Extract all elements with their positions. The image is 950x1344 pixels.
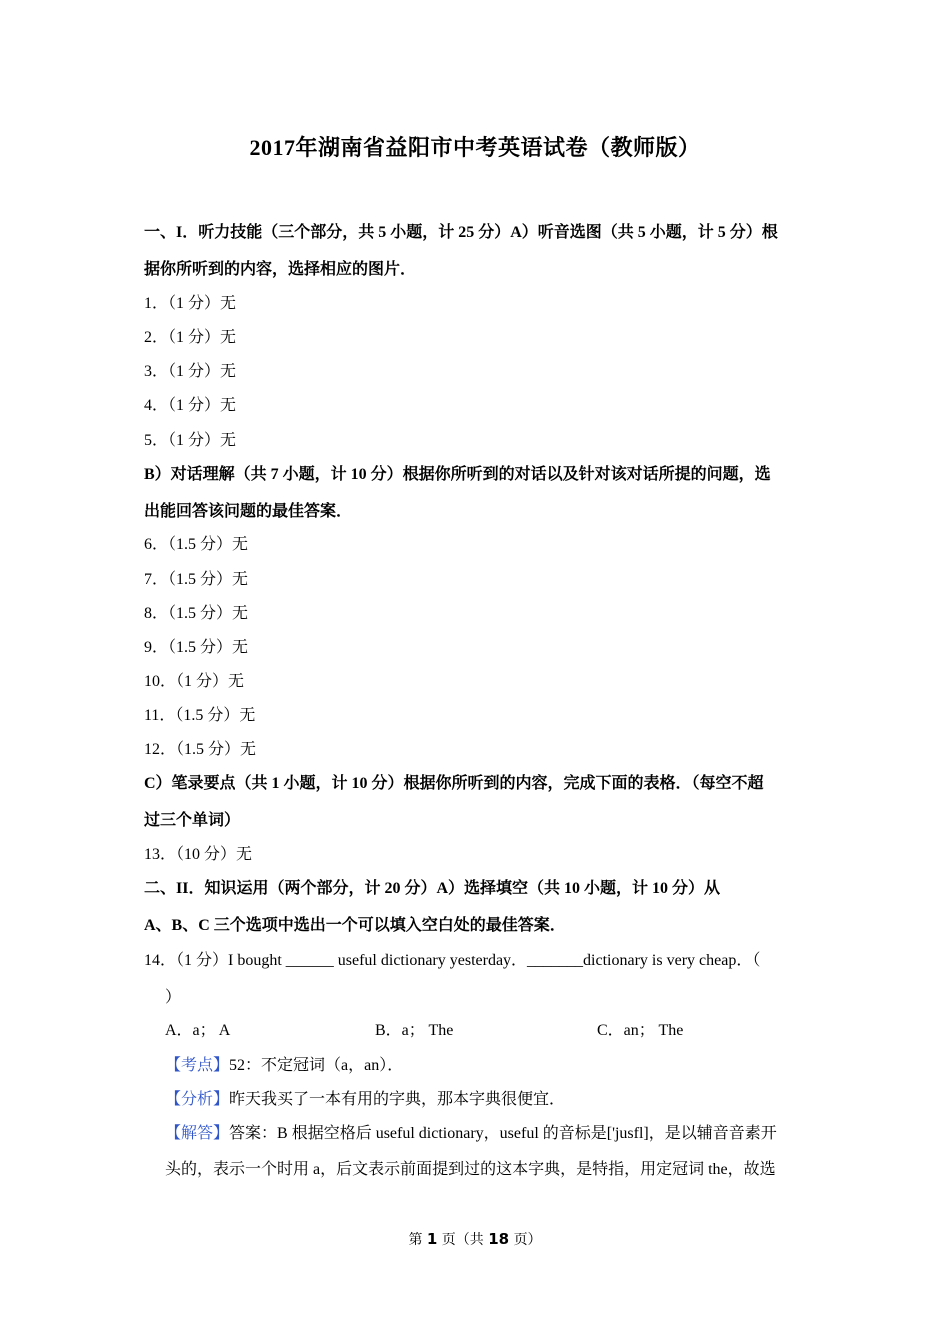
question-4: 4．（1 分）无 — [144, 397, 237, 414]
partB-heading-line1: B）对话理解（共 7 小题，计 10 分）根据你所听到的对话以及针对该对话所提的问题，选 — [144, 466, 771, 483]
section1-heading-line2: 据你所听到的内容，选择相应的图片． — [144, 261, 417, 278]
fenxi-text: 昨天我买了一本有用的字典，那本字典很便宜． — [229, 1091, 566, 1108]
section2-heading-line1: 二、II．知识运用（两个部分，计 20 分）A）选择填空（共 10 小题，计 10 分）从 — [144, 880, 721, 897]
question-3: 3．（1 分）无 — [144, 363, 237, 380]
document-title: 2017年湖南省益阳市中考英语试卷（教师版） — [249, 135, 701, 160]
question-9: 9．（1.5 分）无 — [144, 639, 249, 656]
question-8: 8．（1.5 分）无 — [144, 605, 249, 622]
current-page-number: 1 — [426, 1230, 438, 1248]
question-11: 11．（1.5 分）无 — [144, 707, 256, 724]
kaodian-text: 52：不定冠词（a，an）． — [229, 1057, 404, 1074]
page-footer — [0, 1229, 950, 1249]
option-a: A．a； A — [165, 1022, 231, 1039]
question-14-stem-cont: ） — [165, 989, 182, 1006]
partB-heading-line2: 出能回答该问题的最佳答案． — [144, 503, 353, 520]
question-2: 2．（1 分）无 — [144, 329, 237, 346]
jieda-tag: 【解答】 — [165, 1125, 230, 1142]
section2-heading-line2: A、B、C 三个选项中选出一个可以填入空白处的最佳答案． — [144, 917, 566, 934]
question-13: 13．（10 分）无 — [144, 846, 253, 863]
footer-middle: 页（共 — [441, 1232, 484, 1248]
partC-heading-line1: C）笔录要点（共 1 小题，计 10 分）根据你所听到的内容，完成下面的表格．（每空不超 — [144, 775, 764, 792]
section1-heading-line1: 一、I．听力技能（三个部分，共 5 小题，计 25 分）A）听音选图（共 5 小题，计 5 分）根 — [144, 224, 778, 241]
option-c: C．an； The — [597, 1022, 684, 1039]
question-14-stem: 14．（1 分）I bought ______ useful dictionary yesterday．_______dictionary is very cheap．（ — [144, 952, 761, 969]
footer-prefix: 第 — [408, 1232, 423, 1248]
question-12: 12．（1.5 分）无 — [144, 741, 257, 758]
option-b: B．a； The — [375, 1022, 454, 1039]
fenxi-line — [165, 1090, 565, 1110]
partC-heading-line2: 过三个单词） — [144, 812, 241, 829]
jieda-text: 答案：B 根据空格后 useful dictionary，useful 的音标是['jusfl]，是以辅音音素开 — [229, 1125, 777, 1142]
jieda-line — [165, 1124, 777, 1144]
question-10: 10．（1 分）无 — [144, 673, 245, 690]
footer-suffix: 页） — [513, 1232, 542, 1248]
kaodian-line — [165, 1056, 403, 1076]
question-1: 1．（1 分）无 — [144, 295, 237, 312]
total-page-number: 18 — [488, 1230, 510, 1248]
question-5: 5．（1 分）无 — [144, 432, 237, 449]
fenxi-tag: 【分析】 — [165, 1091, 230, 1108]
question-6: 6．（1.5 分）无 — [144, 536, 249, 553]
jieda-line-2: 头的，表示一个时用 a，后文表示前面提到过的这本字典，是特指，用定冠词 the，故选 — [165, 1161, 776, 1178]
question-7: 7．（1.5 分）无 — [144, 571, 249, 588]
kaodian-tag: 【考点】 — [165, 1057, 230, 1074]
